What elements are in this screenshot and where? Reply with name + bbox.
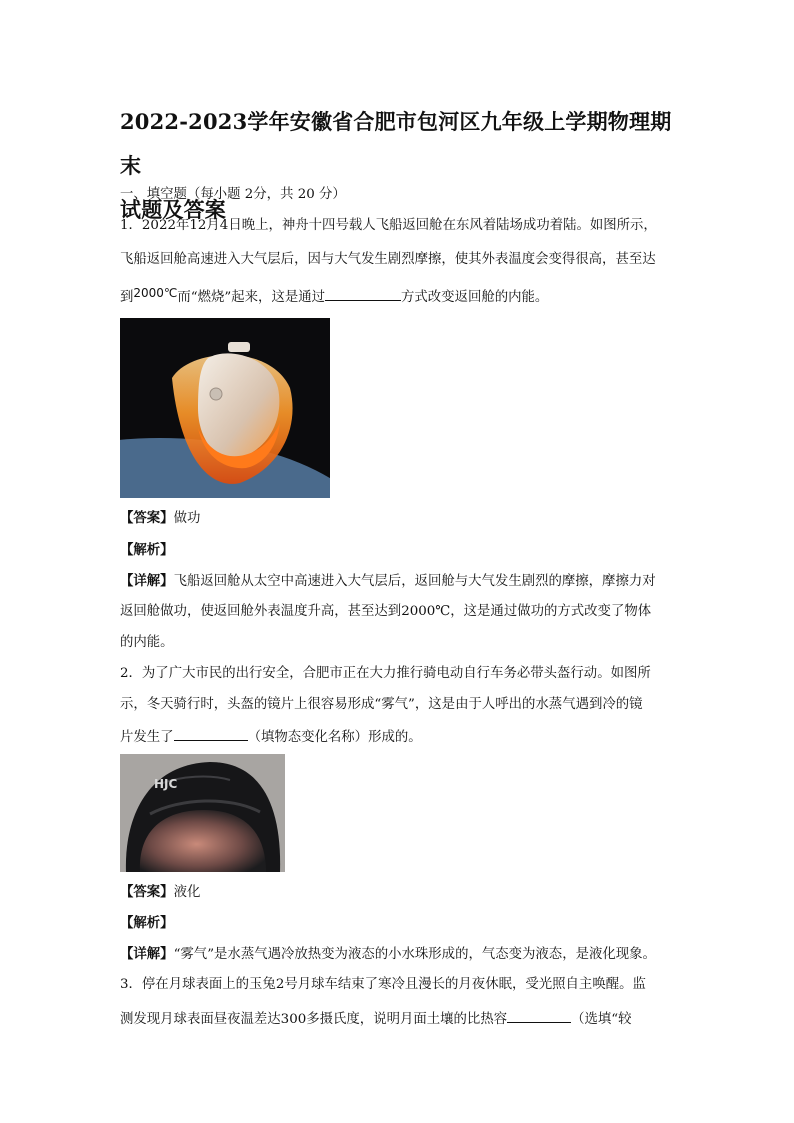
q1-line-1: 1．2022年12月4日晚上，神舟十四号载人飞船返回舱在东风着陆场成功着陆。如图所示， bbox=[120, 218, 657, 233]
foggy-helmet-image bbox=[120, 754, 285, 872]
q3-line-2 bbox=[120, 1008, 632, 1030]
q3-answer-blank bbox=[507, 1008, 571, 1023]
q1-text-a: 到 bbox=[120, 290, 134, 305]
q2-line-3 bbox=[120, 726, 422, 748]
title-line-2: 试题及答案 bbox=[120, 197, 226, 222]
q2-answer-line bbox=[120, 882, 200, 903]
q1-detail-line-3: 的内能。 bbox=[120, 635, 174, 650]
helmet-illustration bbox=[120, 754, 285, 872]
q2-text-b: （填物态变化名称）形成的。 bbox=[247, 730, 422, 745]
q2-detail-text-1: “雾气”是水蒸气遇冷放热变为液态的小水珠形成的，气态变为液态，是液化现象。 bbox=[173, 947, 656, 962]
q1-detail-tag: 【详解】 bbox=[120, 573, 174, 589]
q2-detail-tag: 【详解】 bbox=[120, 946, 174, 962]
helmet-logo: HJC bbox=[154, 777, 178, 791]
reentry-capsule-illustration bbox=[120, 318, 330, 498]
q1-detail-text-1: 飞船返回舱从太空中高速进入大气层后，返回舱与大气发生剧烈的摩擦，摩擦力对 bbox=[173, 574, 656, 589]
q3-text-b: （选填“较 bbox=[571, 1012, 632, 1027]
q2-answer-blank bbox=[174, 726, 248, 741]
q2-analysis-tag: 【解析】 bbox=[120, 915, 174, 931]
q1-answer-blank bbox=[325, 286, 401, 301]
q2-text-a: 片发生了 bbox=[120, 730, 174, 745]
q1-detail-line-2: 返回舱做功，使返回舱外表温度升高，甚至达到2000℃，这是通过做功的方式改变了物体 bbox=[120, 604, 652, 619]
reentry-capsule-image bbox=[120, 318, 330, 498]
q1-answer-tag: 【答案】 bbox=[120, 510, 174, 526]
q1-answer: 做功 bbox=[173, 511, 201, 526]
q1-temperature: 2000℃ bbox=[133, 286, 178, 300]
document-title bbox=[120, 100, 680, 232]
q2-line-2: 示，冬天骑行时，头盔的镜片上很容易形成“雾气”，这是由于人呼出的水蒸气遇到冷的镜 bbox=[120, 697, 643, 712]
title-line-1: 2022-2023学年安徽省合肥市包河区九年级上学期物理期末 bbox=[120, 109, 672, 178]
q1-text-c: 方式改变返回舱的内能。 bbox=[401, 290, 549, 305]
q2-line-1: 2．为了广大市民的出行安全，合肥市正在大力推行骑电动自行车务必带头盔行动。如图所 bbox=[120, 666, 651, 681]
q1-detail-line-1 bbox=[120, 571, 656, 592]
q1-line-2: 飞船返回舱高速进入大气层后，因与大气发生剧烈摩擦，使其外表温度会变得很高，甚至达 bbox=[120, 252, 656, 267]
q2-detail-line-1 bbox=[120, 944, 656, 965]
q1-text-b: 而“燃烧”起来，这是通过 bbox=[177, 290, 326, 305]
q2-answer: 液化 bbox=[173, 885, 201, 900]
q1-analysis-tag: 【解析】 bbox=[120, 542, 174, 558]
q1-answer-line bbox=[120, 508, 200, 529]
q1-line-3 bbox=[120, 286, 548, 308]
q3-text-a: 测发现月球表面昼夜温差达300多摄氏度，说明月面土壤的比热容 bbox=[120, 1012, 508, 1027]
q3-line-1: 3．停在月球表面上的玉兔2号月球车结束了寒冷且漫长的月夜休眠，受光照自主唤醒。监 bbox=[120, 977, 646, 992]
q2-answer-tag: 【答案】 bbox=[120, 884, 174, 900]
section-heading: 一、填空题（每小题 2分，共 20 分） bbox=[120, 187, 346, 202]
